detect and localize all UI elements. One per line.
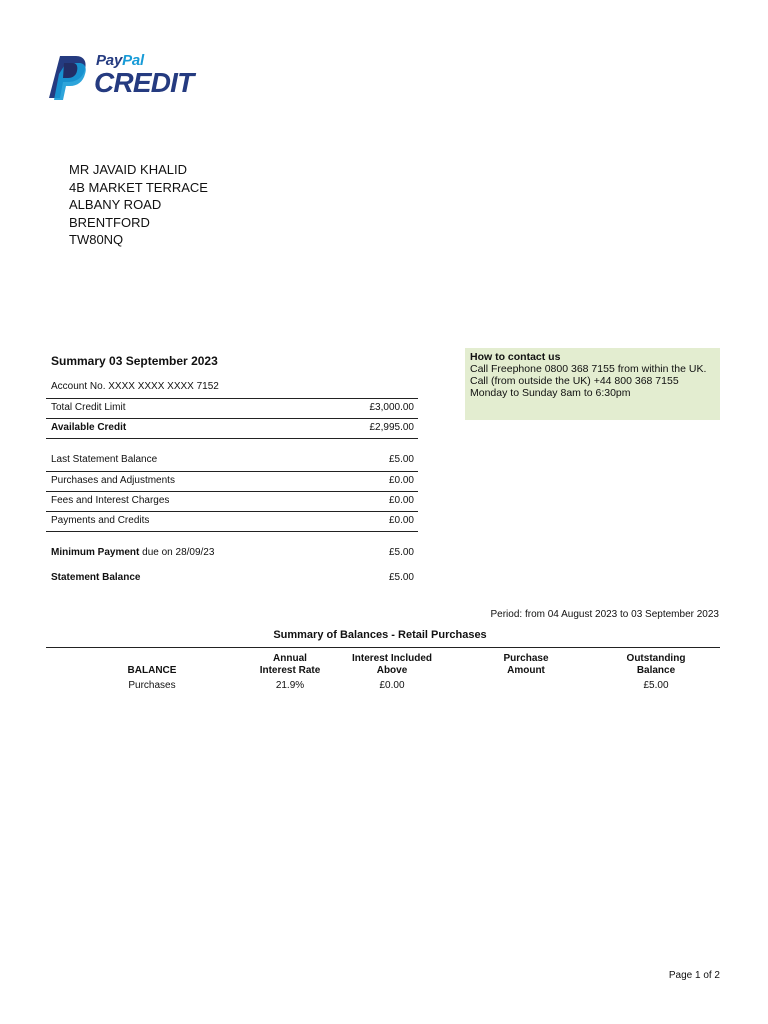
- divider: [46, 531, 418, 532]
- contact-heading: How to contact us: [470, 351, 561, 363]
- address-line: BRENTFORD: [69, 214, 150, 230]
- cell-interest-included: £0.00: [379, 680, 405, 691]
- contact-line: Call Freephone 0800 368 7155 from within the UK.: [470, 363, 707, 375]
- due-date: due on 28/09/23: [139, 547, 215, 558]
- summary-row: [46, 471, 418, 491]
- statement-period: Period: from 04 August 2023 to 03 September 2023: [490, 609, 719, 620]
- row-label: Purchases and Adjustments: [51, 475, 175, 486]
- row-value: £0.00: [388, 475, 414, 486]
- row-label: Fees and Interest Charges: [51, 495, 170, 506]
- address-line: TW80NQ: [69, 232, 124, 248]
- statement-balance-row: [46, 568, 418, 588]
- paypal-credit-logo: [46, 50, 206, 104]
- summary-row: [46, 450, 418, 470]
- summary-row: [46, 511, 418, 531]
- logo-text-credit: CREDIT: [94, 67, 194, 98]
- contact-line: Call (from outside the UK) +44 800 368 7155: [470, 375, 679, 387]
- summary-row: [46, 398, 418, 418]
- retail-summary-title: Summary of Balances - Retail Purchases: [273, 629, 487, 641]
- account-number: Account No. XXXX XXXX XXXX 7152: [51, 381, 219, 392]
- cell-interest-rate: 21.9%: [275, 680, 305, 691]
- divider: [46, 647, 720, 648]
- row-label: Last Statement Balance: [51, 454, 158, 465]
- row-label: Total Credit Limit: [51, 402, 126, 413]
- logo-text-pal: Pal: [122, 52, 145, 69]
- col-header-balance: BALANCE: [127, 664, 177, 676]
- row-value: £5.00: [388, 547, 414, 558]
- summary-row: [46, 418, 418, 438]
- row-value: £0.00: [388, 515, 414, 526]
- divider: [46, 438, 418, 439]
- row-value: £2,995.00: [369, 422, 414, 433]
- contact-line: Monday to Sunday 8am to 6:30pm: [470, 387, 631, 399]
- col-header-interest-included: Interest Included Above: [351, 653, 432, 676]
- contact-box: [465, 348, 720, 420]
- col-header-outstanding-balance: Outstanding Balance: [626, 653, 686, 676]
- row-label: Minimum Payment: [51, 547, 140, 558]
- row-value: £3,000.00: [369, 402, 414, 413]
- page-number: Page 1 of 2: [668, 970, 720, 981]
- address-line: ALBANY ROAD: [69, 197, 162, 213]
- cell-outstanding-balance: £5.00: [643, 680, 669, 691]
- paypal-p-icon: [46, 54, 88, 100]
- row-value: £5.00: [388, 572, 414, 583]
- logo-text-pay: Pay: [96, 52, 123, 69]
- row-value: £5.00: [388, 454, 414, 465]
- minimum-payment-row: [46, 543, 418, 563]
- address-line: MR JAVAID KHALID: [69, 162, 187, 177]
- col-header-purchase-amount: Purchase Amount: [503, 653, 549, 676]
- row-label: Statement Balance: [51, 572, 141, 583]
- row-label: Available Credit: [51, 422, 127, 433]
- row-value: £0.00: [388, 495, 414, 506]
- recipient-address: [69, 161, 208, 249]
- summary-row: [46, 491, 418, 511]
- cell-balance-type: Purchases: [128, 680, 176, 691]
- address-line: 4B MARKET TERRACE: [69, 179, 208, 195]
- row-label: Payments and Credits: [51, 515, 150, 526]
- col-header-interest-rate: Annual Interest Rate: [259, 653, 321, 676]
- summary-title: Summary 03 September 2023: [51, 354, 218, 368]
